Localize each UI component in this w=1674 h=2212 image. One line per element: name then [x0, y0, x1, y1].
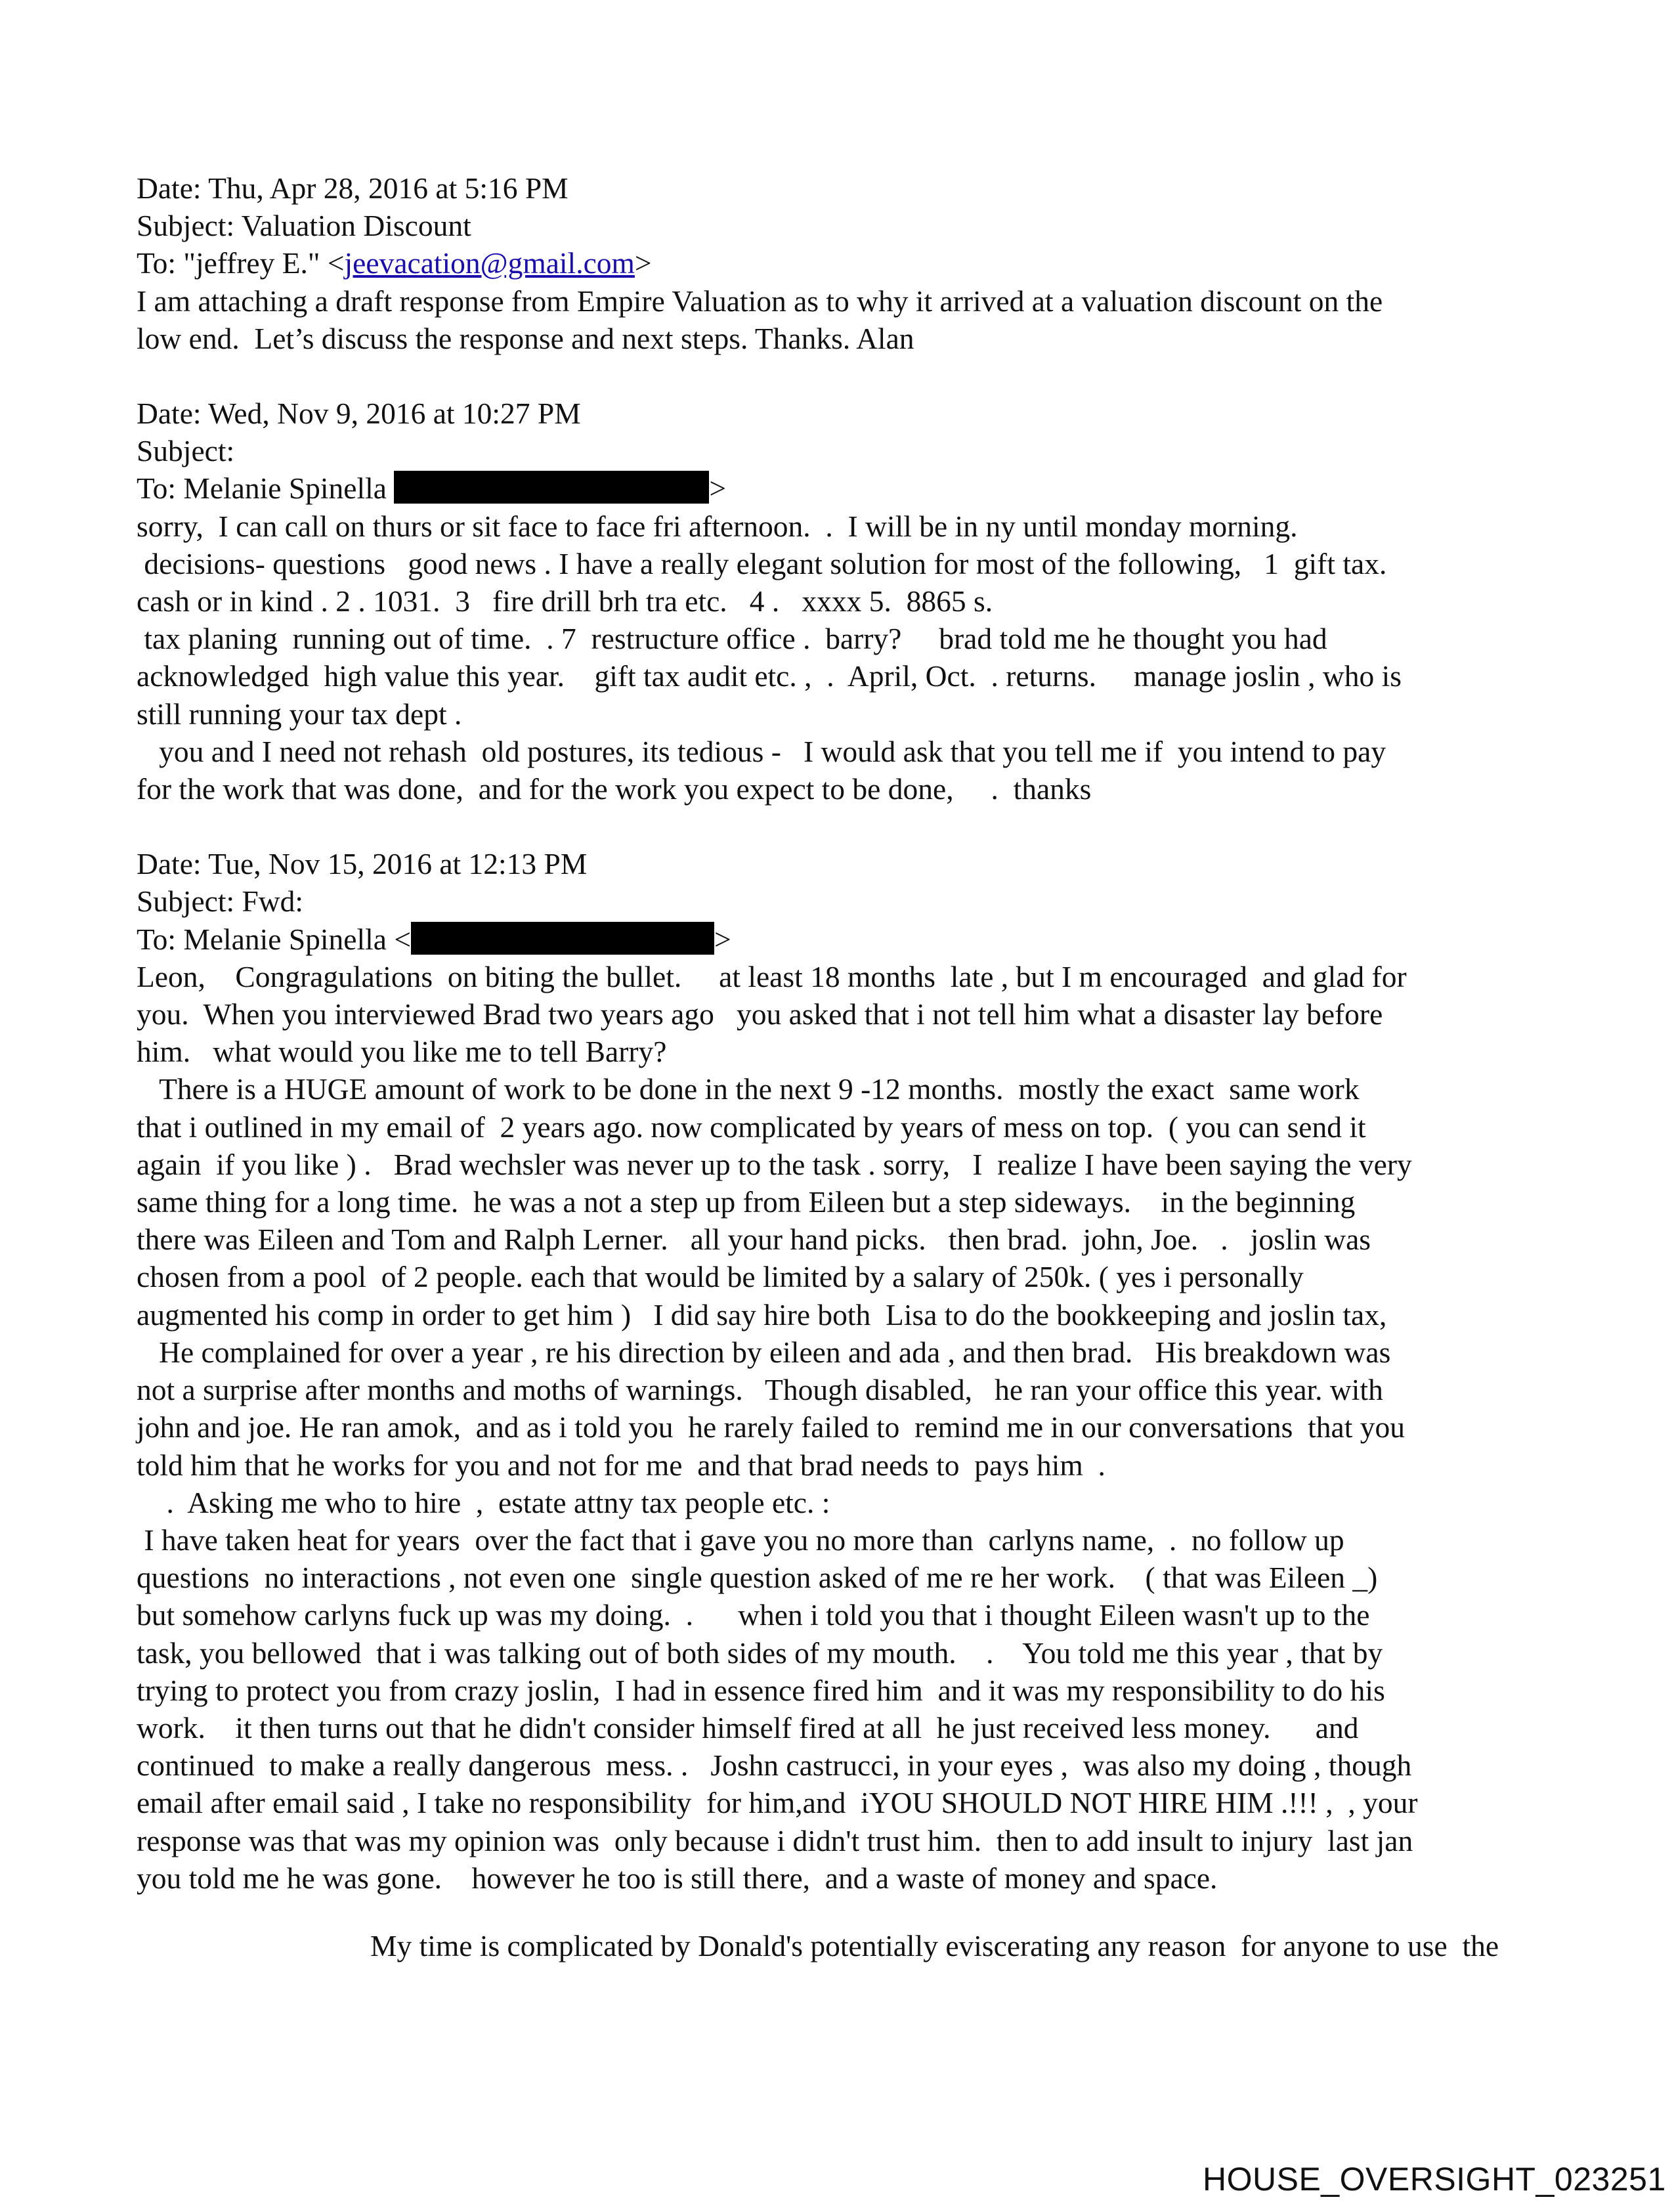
body-line: response was that was my opinion was only because i didn't trust him. then to add insult to injury last jan	[137, 1823, 1413, 1857]
body-line: you told me he was gone. however he too is still there, and a waste of money and space.	[137, 1861, 1218, 1895]
email-body	[137, 508, 1555, 808]
body-line: augmented his comp in order to get him ) I did say hire both Lisa to do the bookkeeping and joslin tax,	[137, 1297, 1387, 1332]
email-subject: Subject: Valuation Discount	[137, 209, 471, 243]
email-body	[137, 958, 1555, 1964]
body-line: cash or in kind . 2 . 1031. 3 fire drill brh tra etc. 4 . xxxx 5. 8865 s.	[137, 584, 993, 618]
body-line: trying to protect you from crazy joslin, I had in essence fired him and it was my responsibility to do his	[137, 1673, 1385, 1707]
body-line: work. it then turns out that he didn't consider himself fired at all he just received less money. and	[137, 1710, 1359, 1745]
body-line: for the work that was done, and for the work you expect to be done, . thanks	[137, 772, 1092, 806]
body-line: john and joe. He ran amok, and as i told you he rarely failed to remind me in our conversations that you	[137, 1410, 1405, 1444]
email-to-suffix: >	[634, 246, 652, 280]
body-line: still running your tax dept .	[137, 697, 462, 731]
redaction-box	[394, 471, 709, 504]
bates-number: HOUSE_OVERSIGHT_023251	[1203, 2161, 1666, 2198]
email-entry-3	[137, 845, 1555, 1964]
body-line: there was Eileen and Tom and Ralph Lerner. all your hand picks. then brad. john, Joe. . joslin was	[137, 1223, 1371, 1257]
email-body	[137, 282, 1555, 357]
closing-line: My time is complicated by Donald's potentially eviscerating any reason for anyone to use the	[370, 1928, 1499, 1963]
body-line: that i outlined in my email of 2 years ago. now complicated by years of mess on top. ( you can send it	[137, 1110, 1366, 1144]
body-line: acknowledged high value this year. gift tax audit etc. , . April, Oct. . returns. manage joslin , who is	[137, 659, 1402, 693]
email-entry-2	[137, 395, 1555, 808]
email-subject: Subject: Fwd:	[137, 884, 304, 919]
body-line: There is a HUGE amount of work to be done in the next 9 -12 months. mostly the exact same work	[137, 1072, 1360, 1106]
email-to-prefix: To: Melanie Spinella <	[137, 922, 411, 956]
body-line: I have taken heat for years over the fact that i gave you no more than carlyns name, . no follow up	[137, 1523, 1344, 1557]
body-line: low end. Let’s discuss the response and next steps. Thanks. Alan	[137, 321, 914, 355]
body-line: same thing for a long time. he was a not a step up from Eileen but a step sideways. in the beginning	[137, 1185, 1356, 1219]
email-address-link[interactable]: jeevacation@gmail.com	[344, 246, 635, 280]
body-line: Leon, Congragulations on biting the bullet. at least 18 months late , but I m encouraged and glad for	[137, 959, 1407, 993]
email-date: Date: Tue, Nov 15, 2016 at 12:13 PM	[137, 847, 588, 881]
body-line: told him that he works for you and not for me and that brad needs to pays him .	[137, 1448, 1105, 1482]
body-line: not a surprise after months and moths of warnings. Though disabled, he ran your office this year. with	[137, 1373, 1383, 1407]
email-to-prefix: To: Melanie Spinella	[137, 471, 395, 506]
body-line: I am attaching a draft response from Empire Valuation as to why it arrived at a valuation discount on the	[137, 284, 1383, 318]
redaction-box	[411, 922, 714, 955]
body-line: He complained for over a year , re his direction by eileen and ada , and then brad. His breakdown was	[137, 1335, 1391, 1369]
body-line: again if you like ) . Brad wechsler was never up to the task . sorry, I realize I have been saying the very	[137, 1147, 1412, 1181]
body-line: email after email said , I take no responsibility for him,and iYOU SHOULD NOT HIRE HIM .!!! , , your	[137, 1786, 1418, 1820]
email-to-suffix: >	[709, 471, 726, 506]
email-to	[137, 244, 1555, 282]
email-entry-1	[137, 169, 1555, 357]
email-to-prefix: To: "jeffrey E." <	[137, 246, 345, 280]
body-line: continued to make a really dangerous mess. . Joshn castrucci, in your eyes , was also my doing , though	[137, 1748, 1412, 1783]
email-to	[137, 921, 1555, 958]
body-line: you and I need not rehash old postures, its tedious - I would ask that you tell me if you intend to pay	[137, 734, 1386, 768]
body-line: decisions- questions good news . I have a really elegant solution for most of the following, 1 gift tax.	[137, 546, 1387, 580]
body-line: but somehow carlyns fuck up was my doing. . when i told you that i thought Eileen wasn't up to the	[137, 1598, 1370, 1632]
body-line: you. When you interviewed Brad two years ago you asked that i not tell him what a disaster lay before	[137, 997, 1383, 1031]
body-line: sorry, I can call on thurs or sit face to face fri afternoon. . I will be in ny until monday morning.	[137, 509, 1298, 543]
email-to-suffix: >	[714, 922, 731, 956]
body-line: task, you bellowed that i was talking out of both sides of my mouth. . You told me this year , that by	[137, 1636, 1383, 1670]
email-date: Date: Thu, Apr 28, 2016 at 5:16 PM	[137, 171, 569, 205]
email-date: Date: Wed, Nov 9, 2016 at 10:27 PM	[137, 397, 581, 431]
email-to	[137, 469, 1555, 507]
body-line: questions no interactions , not even one single question asked of me re her work. ( that was Eileen _)	[137, 1561, 1378, 1595]
body-line: tax planing running out of time. . 7 restructure office . barry? brad told me he thought you had	[137, 622, 1327, 656]
body-line: chosen from a pool of 2 people. each that would be limited by a salary of 250k. ( yes i personally	[137, 1260, 1304, 1294]
email-subject: Subject:	[137, 434, 235, 468]
email-document	[137, 169, 1555, 1964]
body-line: . Asking me who to hire , estate attny tax people etc. :	[137, 1485, 830, 1519]
body-line: him. what would you like me to tell Barry?	[137, 1035, 667, 1069]
